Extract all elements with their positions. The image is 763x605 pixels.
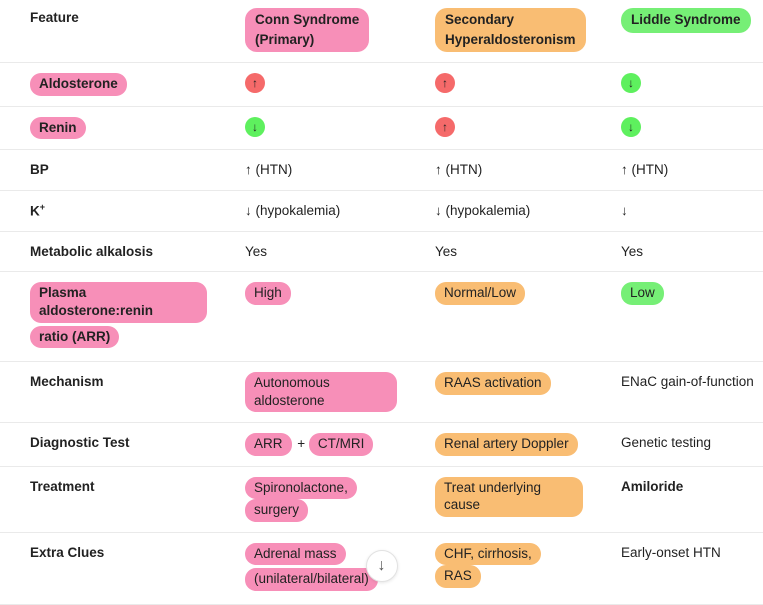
cell-liddle-mechanism: ENaC gain-of-function — [591, 362, 763, 423]
header-chip-liddle — [621, 8, 751, 33]
row-feature-diagnostic-test: Diagnostic Test — [0, 423, 215, 467]
table-row — [0, 272, 763, 362]
cell-conn-bp: ↑ (HTN) — [215, 150, 405, 191]
row-feature-metabolic-alkalosis: Metabolic alkalosis — [0, 231, 215, 272]
header-label-feature: Feature — [30, 10, 79, 25]
table-row — [0, 231, 763, 272]
value-chip-raas-activation: RAAS activation — [435, 372, 551, 395]
header-label-secondary-line2: Hyperaldosteronism — [445, 31, 576, 47]
cell-conn-treatment — [215, 466, 405, 532]
feature-chip-aldosterone: Aldosterone — [30, 73, 127, 96]
cell-secondary-aldosterone — [405, 63, 591, 107]
column-header-secondary — [405, 0, 591, 63]
row-feature-extra-clues: Extra Clues — [0, 532, 215, 604]
potassium-charge-sup: + — [39, 201, 46, 212]
value-chip-high: High — [245, 282, 291, 305]
value-chip-autonomous-aldosterone: Autonomous aldosterone — [245, 372, 397, 412]
row-feature-bp: BP — [0, 150, 215, 191]
table-row — [0, 106, 763, 150]
cell-conn-renin — [215, 106, 405, 150]
scroll-down-button[interactable] — [366, 550, 398, 582]
row-feature-potassium — [0, 190, 215, 231]
feature-chip-renin: Renin — [30, 117, 86, 140]
value-chip-ct-mri: CT/MRI — [309, 433, 374, 456]
table-row — [0, 466, 763, 532]
cell-conn-arr — [215, 272, 405, 362]
row-feature-arr — [0, 272, 215, 362]
value-chip-surgery: surgery — [245, 499, 308, 522]
cell-secondary-potassium: ↓ (hypokalemia) — [405, 190, 591, 231]
row-feature-mechanism: Mechanism — [0, 362, 215, 423]
cell-conn-mechanism — [215, 362, 405, 423]
feature-chip-arr-line1: Plasma aldosterone:renin — [30, 282, 207, 322]
down-arrow-icon: ↓ — [377, 557, 386, 574]
cell-secondary-extra-clues — [405, 532, 591, 604]
cell-secondary-arr — [405, 272, 591, 362]
down-arrow-icon: ↓ — [245, 117, 265, 137]
down-arrow-icon: ↓ — [621, 73, 641, 93]
cell-conn-aldosterone — [215, 63, 405, 107]
up-arrow-icon: ↑ — [435, 117, 455, 137]
header-chip-conn — [245, 8, 369, 52]
up-arrow-icon: ↑ — [435, 73, 455, 93]
cell-liddle-aldosterone — [591, 63, 763, 107]
feature-label-potassium: K — [30, 203, 40, 219]
header-label-conn-line2: (Primary) — [255, 31, 315, 47]
value-chip-chf-cirrhosis: CHF, cirrhosis, — [435, 543, 541, 566]
cell-conn-diagnostic-test — [215, 423, 405, 467]
value-chip-adrenal-mass: Adrenal mass — [245, 543, 346, 566]
value-chip-spironolactone: Spironolactone, — [245, 477, 357, 500]
cell-secondary-treatment — [405, 466, 591, 532]
cell-liddle-potassium: ↓ — [591, 190, 763, 231]
cell-liddle-diagnostic-test: Genetic testing — [591, 423, 763, 467]
cell-liddle-renin — [591, 106, 763, 150]
table-body — [0, 63, 763, 605]
row-feature-aldosterone — [0, 63, 215, 107]
value-chip-treat-underlying-cause: Treat underlying cause — [435, 477, 583, 517]
header-label-liddle: Liddle Syndrome — [631, 12, 741, 27]
header-label-secondary-line1: Secondary — [445, 12, 515, 27]
cell-secondary-diagnostic-test — [405, 423, 591, 467]
table-row — [0, 63, 763, 107]
header-label-conn-line1: Conn Syndrome — [255, 12, 360, 27]
cell-secondary-bp: ↑ (HTN) — [405, 150, 591, 191]
row-feature-renin — [0, 106, 215, 150]
cell-liddle-metabolic-alkalosis: Yes — [591, 231, 763, 272]
cell-liddle-arr — [591, 272, 763, 362]
cell-conn-potassium: ↓ (hypokalemia) — [215, 190, 405, 231]
value-chip-arr: ARR — [245, 433, 292, 456]
column-header-conn — [215, 0, 405, 63]
cell-secondary-metabolic-alkalosis: Yes — [405, 231, 591, 272]
table-row — [0, 362, 763, 423]
table-row — [0, 150, 763, 191]
header-chip-secondary — [435, 8, 586, 52]
value-text-plus: + — [293, 436, 309, 452]
cell-conn-metabolic-alkalosis: Yes — [215, 231, 405, 272]
cell-secondary-renin — [405, 106, 591, 150]
cell-liddle-treatment: Amiloride — [591, 466, 763, 532]
table-row — [0, 423, 763, 467]
cell-secondary-mechanism — [405, 362, 591, 423]
column-header-liddle — [591, 0, 763, 63]
up-arrow-icon: ↑ — [245, 73, 265, 93]
value-chip-renal-artery-doppler: Renal artery Doppler — [435, 433, 578, 456]
table-row — [0, 190, 763, 231]
cell-liddle-extra-clues: Early-onset HTN — [591, 532, 763, 604]
table-header — [0, 0, 763, 63]
cell-liddle-bp: ↑ (HTN) — [591, 150, 763, 191]
down-arrow-icon: ↓ — [621, 117, 641, 137]
header-row — [0, 0, 763, 63]
value-chip-unilateral-bilateral: (unilateral/bilateral) — [245, 568, 378, 591]
feature-chip-arr-line2: ratio (ARR) — [30, 326, 119, 349]
value-chip-low: Low — [621, 282, 664, 305]
column-header-feature — [0, 0, 215, 63]
value-chip-ras: RAS — [435, 565, 481, 588]
value-chip-normal-low: Normal/Low — [435, 282, 525, 305]
row-feature-treatment: Treatment — [0, 466, 215, 532]
